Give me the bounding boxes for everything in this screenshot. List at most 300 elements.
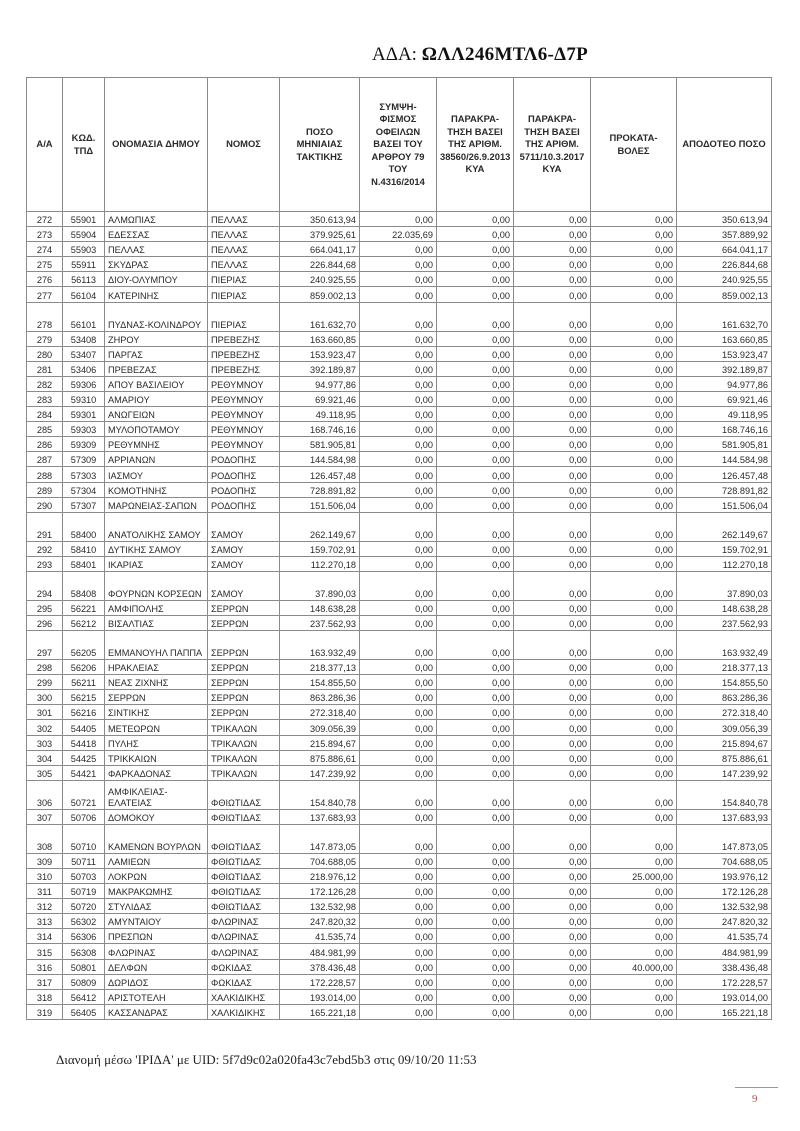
cell-aa: 288 bbox=[27, 467, 63, 482]
cell-prefecture: ΦΘΙΩΤΙΔΑΣ bbox=[208, 884, 280, 899]
cell-monthly-amount: 218.976,12 bbox=[280, 869, 360, 884]
cell-withholding-2013: 0,00 bbox=[437, 853, 514, 868]
cell-aa: 302 bbox=[27, 720, 63, 735]
cell-payable: 41.535,74 bbox=[677, 929, 772, 944]
cell-withholding-2017: 0,00 bbox=[514, 660, 591, 675]
cell-aa: 298 bbox=[27, 660, 63, 675]
cell-withholding-2017: 0,00 bbox=[514, 824, 591, 853]
cell-withholding-2017: 0,00 bbox=[514, 1004, 591, 1019]
col-code: ΚΩΔ. ΤΠΔ bbox=[63, 78, 105, 212]
cell-code: 56211 bbox=[63, 675, 105, 690]
cell-advances: 0,00 bbox=[591, 735, 677, 750]
cell-advances: 0,00 bbox=[591, 853, 677, 868]
cell-monthly-amount: 137.683,93 bbox=[280, 809, 360, 824]
cell-offset: 0,00 bbox=[360, 884, 437, 899]
cell-advances: 0,00 bbox=[591, 884, 677, 899]
cell-offset: 0,00 bbox=[360, 765, 437, 780]
table-row bbox=[27, 391, 772, 406]
col-withholding-2017: ΠΑΡΑΚΡΑ-ΤΗΣΗ ΒΑΣΕΙ ΤΗΣ ΑΡΙΘΜ. 5711/10.3.2017 ΚΥΑ bbox=[514, 78, 591, 212]
cell-monthly-amount: 581.905,81 bbox=[280, 437, 360, 452]
cell-payable: 168.746,16 bbox=[677, 422, 772, 437]
table-row bbox=[27, 780, 772, 809]
cell-prefecture: ΠΙΕΡΙΑΣ bbox=[208, 302, 280, 331]
cell-monthly-amount: 193.014,00 bbox=[280, 989, 360, 1004]
cell-advances: 0,00 bbox=[591, 1004, 677, 1019]
cell-withholding-2013: 0,00 bbox=[437, 705, 514, 720]
cell-code: 50710 bbox=[63, 824, 105, 853]
cell-code: 55911 bbox=[63, 257, 105, 272]
cell-municipality: ΑΜΦΙΠΟΛΗΣ bbox=[105, 600, 208, 615]
cell-withholding-2013: 0,00 bbox=[437, 482, 514, 497]
cell-prefecture: ΦΩΚΙΔΑΣ bbox=[208, 974, 280, 989]
cell-advances: 40.000,00 bbox=[591, 959, 677, 974]
cell-code: 58410 bbox=[63, 541, 105, 556]
cell-withholding-2013: 0,00 bbox=[437, 361, 514, 376]
cell-offset: 0,00 bbox=[360, 824, 437, 853]
cell-withholding-2017: 0,00 bbox=[514, 391, 591, 406]
cell-prefecture: ΡΟΔΟΠΗΣ bbox=[208, 497, 280, 512]
cell-aa: 315 bbox=[27, 944, 63, 959]
cell-municipality: ΖΗΡΟΥ bbox=[105, 331, 208, 346]
cell-withholding-2013: 0,00 bbox=[437, 272, 514, 287]
table-row bbox=[27, 512, 772, 541]
cell-aa: 314 bbox=[27, 929, 63, 944]
cell-withholding-2013: 0,00 bbox=[437, 974, 514, 989]
cell-monthly-amount: 144.584,98 bbox=[280, 452, 360, 467]
cell-offset: 0,00 bbox=[360, 899, 437, 914]
cell-advances: 0,00 bbox=[591, 212, 677, 227]
cell-advances: 0,00 bbox=[591, 467, 677, 482]
cell-aa: 274 bbox=[27, 242, 63, 257]
cell-monthly-amount: 863.286,36 bbox=[280, 690, 360, 705]
cell-payable: 247.820,32 bbox=[677, 914, 772, 929]
cell-prefecture: ΣΑΜΟΥ bbox=[208, 541, 280, 556]
cell-payable: 94.977,86 bbox=[677, 376, 772, 391]
cell-prefecture: ΦΘΙΩΤΙΔΑΣ bbox=[208, 899, 280, 914]
cell-municipality: ΑΜΦΙΚΛΕΙΑΣ-ΕΛΑΤΕΙΑΣ bbox=[105, 780, 208, 809]
cell-offset: 0,00 bbox=[360, 556, 437, 571]
table-row bbox=[27, 944, 772, 959]
table-row bbox=[27, 242, 772, 257]
cell-withholding-2013: 0,00 bbox=[437, 512, 514, 541]
cell-payable: 357.889,92 bbox=[677, 227, 772, 242]
cell-prefecture: ΣΕΡΡΩΝ bbox=[208, 660, 280, 675]
cell-code: 56405 bbox=[63, 1004, 105, 1019]
cell-aa: 291 bbox=[27, 512, 63, 541]
cell-aa: 299 bbox=[27, 675, 63, 690]
cell-payable: 193.014,00 bbox=[677, 989, 772, 1004]
cell-code: 50720 bbox=[63, 899, 105, 914]
cell-withholding-2017: 0,00 bbox=[514, 257, 591, 272]
cell-municipality: ΑΠΟΥ ΒΑΣΙΛΕΙΟΥ bbox=[105, 376, 208, 391]
cell-withholding-2013: 0,00 bbox=[437, 615, 514, 630]
cell-payable: 151.506,04 bbox=[677, 497, 772, 512]
cell-withholding-2013: 0,00 bbox=[437, 541, 514, 556]
cell-withholding-2017: 0,00 bbox=[514, 720, 591, 735]
cell-withholding-2013: 0,00 bbox=[437, 1004, 514, 1019]
cell-code: 53406 bbox=[63, 361, 105, 376]
cell-aa: 295 bbox=[27, 600, 63, 615]
cell-prefecture: ΡΕΘΥΜΝΟΥ bbox=[208, 422, 280, 437]
cell-code: 58408 bbox=[63, 571, 105, 600]
cell-withholding-2013: 0,00 bbox=[437, 600, 514, 615]
cell-aa: 310 bbox=[27, 869, 63, 884]
cell-monthly-amount: 172.228,57 bbox=[280, 974, 360, 989]
table-row bbox=[27, 959, 772, 974]
cell-offset: 0,00 bbox=[360, 541, 437, 556]
cell-prefecture: ΤΡΙΚΑΛΩΝ bbox=[208, 735, 280, 750]
cell-advances: 0,00 bbox=[591, 660, 677, 675]
cell-advances: 0,00 bbox=[591, 331, 677, 346]
table-row bbox=[27, 482, 772, 497]
cell-payable: 159.702,91 bbox=[677, 541, 772, 556]
cell-offset: 0,00 bbox=[360, 929, 437, 944]
cell-code: 58400 bbox=[63, 512, 105, 541]
cell-payable: 392.189,87 bbox=[677, 361, 772, 376]
cell-advances: 0,00 bbox=[591, 765, 677, 780]
cell-advances: 0,00 bbox=[591, 944, 677, 959]
cell-withholding-2017: 0,00 bbox=[514, 272, 591, 287]
cell-monthly-amount: 159.702,91 bbox=[280, 541, 360, 556]
cell-municipality: ΛΟΚΡΩΝ bbox=[105, 869, 208, 884]
cell-withholding-2017: 0,00 bbox=[514, 497, 591, 512]
cell-prefecture: ΣΑΜΟΥ bbox=[208, 512, 280, 541]
table-row bbox=[27, 302, 772, 331]
cell-withholding-2013: 0,00 bbox=[437, 750, 514, 765]
cell-code: 57303 bbox=[63, 467, 105, 482]
cell-withholding-2017: 0,00 bbox=[514, 287, 591, 302]
table-row bbox=[27, 452, 772, 467]
table-row bbox=[27, 914, 772, 929]
cell-advances: 0,00 bbox=[591, 272, 677, 287]
cell-aa: 307 bbox=[27, 809, 63, 824]
cell-code: 56216 bbox=[63, 705, 105, 720]
cell-offset: 0,00 bbox=[360, 482, 437, 497]
cell-monthly-amount: 151.506,04 bbox=[280, 497, 360, 512]
cell-withholding-2013: 0,00 bbox=[437, 257, 514, 272]
cell-monthly-amount: 309.056,39 bbox=[280, 720, 360, 735]
cell-withholding-2017: 0,00 bbox=[514, 615, 591, 630]
cell-prefecture: ΤΡΙΚΑΛΩΝ bbox=[208, 750, 280, 765]
cell-payable: 49.118,95 bbox=[677, 407, 772, 422]
cell-prefecture: ΠΡΕΒΕΖΗΣ bbox=[208, 361, 280, 376]
cell-withholding-2017: 0,00 bbox=[514, 541, 591, 556]
cell-payable: 240.925,55 bbox=[677, 272, 772, 287]
cell-monthly-amount: 237.562,93 bbox=[280, 615, 360, 630]
cell-offset: 0,00 bbox=[360, 272, 437, 287]
cell-aa: 309 bbox=[27, 853, 63, 868]
cell-municipality: ΣΤΥΛΙΔΑΣ bbox=[105, 899, 208, 914]
table-row bbox=[27, 765, 772, 780]
cell-withholding-2013: 0,00 bbox=[437, 376, 514, 391]
cell-offset: 0,00 bbox=[360, 780, 437, 809]
cell-withholding-2013: 0,00 bbox=[437, 227, 514, 242]
cell-payable: 581.905,81 bbox=[677, 437, 772, 452]
cell-municipality: ΜΕΤΕΩΡΩΝ bbox=[105, 720, 208, 735]
cell-withholding-2013: 0,00 bbox=[437, 571, 514, 600]
table-row bbox=[27, 600, 772, 615]
cell-aa: 281 bbox=[27, 361, 63, 376]
table-row bbox=[27, 929, 772, 944]
cell-code: 58401 bbox=[63, 556, 105, 571]
cell-offset: 0,00 bbox=[360, 675, 437, 690]
cell-aa: 308 bbox=[27, 824, 63, 853]
cell-monthly-amount: 112.270,18 bbox=[280, 556, 360, 571]
cell-payable: 728.891,82 bbox=[677, 482, 772, 497]
cell-offset: 0,00 bbox=[360, 1004, 437, 1019]
cell-withholding-2013: 0,00 bbox=[437, 899, 514, 914]
cell-withholding-2017: 0,00 bbox=[514, 482, 591, 497]
cell-offset: 0,00 bbox=[360, 809, 437, 824]
cell-municipality: ΚΑΣΣΑΝΔΡΑΣ bbox=[105, 1004, 208, 1019]
cell-withholding-2013: 0,00 bbox=[437, 944, 514, 959]
cell-prefecture: ΠΡΕΒΕΖΗΣ bbox=[208, 346, 280, 361]
cell-payable: 154.855,50 bbox=[677, 675, 772, 690]
cell-offset: 0,00 bbox=[360, 467, 437, 482]
cell-code: 56412 bbox=[63, 989, 105, 1004]
cell-advances: 0,00 bbox=[591, 422, 677, 437]
col-withholding-2013: ΠΑΡΑΚΡΑ-ΤΗΣΗ ΒΑΣΕΙ ΤΗΣ ΑΡΙΘΜ. 38560/26.9.2013 ΚΥΑ bbox=[437, 78, 514, 212]
cell-payable: 875.886,61 bbox=[677, 750, 772, 765]
cell-advances: 0,00 bbox=[591, 750, 677, 765]
cell-withholding-2013: 0,00 bbox=[437, 735, 514, 750]
ada-label: ΑΔΑ: bbox=[372, 44, 422, 65]
table-row bbox=[27, 287, 772, 302]
cell-payable: 112.270,18 bbox=[677, 556, 772, 571]
cell-withholding-2013: 0,00 bbox=[437, 914, 514, 929]
cell-withholding-2017: 0,00 bbox=[514, 407, 591, 422]
cell-municipality: ΒΙΣΑΛΤΙΑΣ bbox=[105, 615, 208, 630]
cell-withholding-2013: 0,00 bbox=[437, 765, 514, 780]
col-advances: ΠΡΟΚΑΤΑ-ΒΟΛΕΣ bbox=[591, 78, 677, 212]
cell-offset: 0,00 bbox=[360, 705, 437, 720]
cell-withholding-2013: 0,00 bbox=[437, 884, 514, 899]
cell-withholding-2013: 0,00 bbox=[437, 212, 514, 227]
cell-monthly-amount: 147.873,05 bbox=[280, 824, 360, 853]
cell-municipality: ΤΡΙΚΚΑΙΩΝ bbox=[105, 750, 208, 765]
table-row bbox=[27, 720, 772, 735]
cell-municipality: ΔΟΜΟΚΟΥ bbox=[105, 809, 208, 824]
cell-prefecture: ΠΕΛΛΑΣ bbox=[208, 257, 280, 272]
cell-code: 59303 bbox=[63, 422, 105, 437]
cell-prefecture: ΡΕΘΥΜΝΟΥ bbox=[208, 407, 280, 422]
cell-code: 53407 bbox=[63, 346, 105, 361]
cell-code: 50721 bbox=[63, 780, 105, 809]
table-row bbox=[27, 422, 772, 437]
cell-payable: 237.562,93 bbox=[677, 615, 772, 630]
table-row bbox=[27, 497, 772, 512]
cell-offset: 0,00 bbox=[360, 600, 437, 615]
cell-advances: 0,00 bbox=[591, 571, 677, 600]
cell-monthly-amount: 165.221,18 bbox=[280, 1004, 360, 1019]
cell-prefecture: ΧΑΛΚΙΔΙΚΗΣ bbox=[208, 1004, 280, 1019]
cell-aa: 301 bbox=[27, 705, 63, 720]
cell-withholding-2017: 0,00 bbox=[514, 571, 591, 600]
cell-withholding-2013: 0,00 bbox=[437, 437, 514, 452]
table-row bbox=[27, 869, 772, 884]
cell-payable: 153.923,47 bbox=[677, 346, 772, 361]
table-row bbox=[27, 346, 772, 361]
distribution-note: Διανομή μέσω 'ΙΡΙΔΑ' με UID: 5f7d9c02a020fa43c7ebd5b3 στις 09/10/20 11:53 bbox=[56, 1052, 477, 1067]
cell-municipality: ΜΑΡΩΝΕΙΑΣ-ΣΑΠΩΝ bbox=[105, 497, 208, 512]
cell-withholding-2013: 0,00 bbox=[437, 869, 514, 884]
cell-prefecture: ΣΑΜΟΥ bbox=[208, 571, 280, 600]
cell-aa: 289 bbox=[27, 482, 63, 497]
cell-withholding-2017: 0,00 bbox=[514, 705, 591, 720]
cell-payable: 664.041,17 bbox=[677, 242, 772, 257]
cell-monthly-amount: 163.932,49 bbox=[280, 631, 360, 660]
cell-withholding-2017: 0,00 bbox=[514, 780, 591, 809]
cell-withholding-2013: 0,00 bbox=[437, 467, 514, 482]
cell-monthly-amount: 94.977,86 bbox=[280, 376, 360, 391]
cell-advances: 0,00 bbox=[591, 541, 677, 556]
cell-advances: 0,00 bbox=[591, 914, 677, 929]
cell-payable: 37.890,03 bbox=[677, 571, 772, 600]
cell-prefecture: ΦΛΩΡΙΝΑΣ bbox=[208, 929, 280, 944]
table-row bbox=[27, 257, 772, 272]
cell-payable: 126.457,48 bbox=[677, 467, 772, 482]
cell-payable: 69.921,46 bbox=[677, 391, 772, 406]
cell-monthly-amount: 153.923,47 bbox=[280, 346, 360, 361]
cell-offset: 0,00 bbox=[360, 571, 437, 600]
cell-prefecture: ΧΑΛΚΙΔΙΚΗΣ bbox=[208, 989, 280, 1004]
cell-municipality: ΗΡΑΚΛΕΙΑΣ bbox=[105, 660, 208, 675]
cell-withholding-2017: 0,00 bbox=[514, 884, 591, 899]
cell-payable: 484.981,99 bbox=[677, 944, 772, 959]
cell-advances: 0,00 bbox=[591, 407, 677, 422]
table-row bbox=[27, 272, 772, 287]
cell-offset: 22.035,69 bbox=[360, 227, 437, 242]
cell-municipality: ΑΡΙΣΤΟΤΕΛΗ bbox=[105, 989, 208, 1004]
cell-prefecture: ΠΕΛΛΑΣ bbox=[208, 212, 280, 227]
cell-municipality: ΠΡΕΣΠΩΝ bbox=[105, 929, 208, 944]
cell-payable: 137.683,93 bbox=[677, 809, 772, 824]
cell-advances: 0,00 bbox=[591, 929, 677, 944]
cell-aa: 287 bbox=[27, 452, 63, 467]
cell-payable: 172.228,57 bbox=[677, 974, 772, 989]
cell-municipality: ΙΚΑΡΙΑΣ bbox=[105, 556, 208, 571]
table-row bbox=[27, 989, 772, 1004]
cell-code: 54405 bbox=[63, 720, 105, 735]
cell-withholding-2017: 0,00 bbox=[514, 869, 591, 884]
cell-aa: 297 bbox=[27, 631, 63, 660]
cell-municipality: ΜΥΛΟΠΟΤΑΜΟΥ bbox=[105, 422, 208, 437]
cell-prefecture: ΤΡΙΚΑΛΩΝ bbox=[208, 720, 280, 735]
cell-offset: 0,00 bbox=[360, 750, 437, 765]
cell-withholding-2017: 0,00 bbox=[514, 974, 591, 989]
cell-payable: 147.239,92 bbox=[677, 765, 772, 780]
cell-aa: 292 bbox=[27, 541, 63, 556]
cell-code: 53408 bbox=[63, 331, 105, 346]
table-row bbox=[27, 571, 772, 600]
cell-advances: 0,00 bbox=[591, 556, 677, 571]
cell-payable: 218.377,13 bbox=[677, 660, 772, 675]
table-header-row bbox=[27, 78, 772, 212]
cell-advances: 0,00 bbox=[591, 600, 677, 615]
cell-monthly-amount: 172.126,28 bbox=[280, 884, 360, 899]
cell-monthly-amount: 41.535,74 bbox=[280, 929, 360, 944]
cell-offset: 0,00 bbox=[360, 690, 437, 705]
cell-aa: 319 bbox=[27, 1004, 63, 1019]
cell-prefecture: ΠΡΕΒΕΖΗΣ bbox=[208, 331, 280, 346]
cell-prefecture: ΦΘΙΩΤΙΔΑΣ bbox=[208, 869, 280, 884]
cell-advances: 0,00 bbox=[591, 809, 677, 824]
cell-offset: 0,00 bbox=[360, 212, 437, 227]
cell-aa: 303 bbox=[27, 735, 63, 750]
cell-payable: 262.149,67 bbox=[677, 512, 772, 541]
table-row bbox=[27, 750, 772, 765]
cell-code: 56215 bbox=[63, 690, 105, 705]
cell-offset: 0,00 bbox=[360, 989, 437, 1004]
cell-advances: 0,00 bbox=[591, 974, 677, 989]
cell-aa: 311 bbox=[27, 884, 63, 899]
cell-withholding-2017: 0,00 bbox=[514, 675, 591, 690]
cell-withholding-2013: 0,00 bbox=[437, 391, 514, 406]
cell-advances: 0,00 bbox=[591, 257, 677, 272]
cell-monthly-amount: 215.894,67 bbox=[280, 735, 360, 750]
table-row bbox=[27, 437, 772, 452]
cell-municipality: ΚΑΜΕΝΩΝ ΒΟΥΡΛΩΝ bbox=[105, 824, 208, 853]
cell-municipality: ΑΝΩΓΕΙΩΝ bbox=[105, 407, 208, 422]
cell-offset: 0,00 bbox=[360, 376, 437, 391]
cell-payable: 161.632,70 bbox=[677, 302, 772, 331]
cell-monthly-amount: 728.891,82 bbox=[280, 482, 360, 497]
cell-monthly-amount: 49.118,95 bbox=[280, 407, 360, 422]
cell-withholding-2017: 0,00 bbox=[514, 914, 591, 929]
table-row bbox=[27, 1004, 772, 1019]
cell-advances: 0,00 bbox=[591, 512, 677, 541]
cell-municipality: ΙΑΣΜΟΥ bbox=[105, 467, 208, 482]
cell-aa: 286 bbox=[27, 437, 63, 452]
cell-aa: 317 bbox=[27, 974, 63, 989]
cell-aa: 312 bbox=[27, 899, 63, 914]
cell-municipality: ΕΜΜΑΝΟΥΗΛ ΠΑΠΠΑ bbox=[105, 631, 208, 660]
cell-monthly-amount: 484.981,99 bbox=[280, 944, 360, 959]
table-row bbox=[27, 227, 772, 242]
table-row bbox=[27, 660, 772, 675]
cell-advances: 0,00 bbox=[591, 376, 677, 391]
cell-withholding-2013: 0,00 bbox=[437, 690, 514, 705]
cell-code: 56104 bbox=[63, 287, 105, 302]
table-row bbox=[27, 675, 772, 690]
cell-withholding-2013: 0,00 bbox=[437, 556, 514, 571]
cell-aa: 306 bbox=[27, 780, 63, 809]
cell-advances: 0,00 bbox=[591, 346, 677, 361]
cell-withholding-2017: 0,00 bbox=[514, 735, 591, 750]
col-prefecture: ΝΟΜΟΣ bbox=[208, 78, 280, 212]
table-row bbox=[27, 631, 772, 660]
cell-payable: 272.318,40 bbox=[677, 705, 772, 720]
cell-payable: 859.002,13 bbox=[677, 287, 772, 302]
cell-municipality: ΔΥΤΙΚΗΣ ΣΑΜΟΥ bbox=[105, 541, 208, 556]
cell-withholding-2017: 0,00 bbox=[514, 899, 591, 914]
cell-withholding-2013: 0,00 bbox=[437, 989, 514, 1004]
cell-prefecture: ΦΘΙΩΤΙΔΑΣ bbox=[208, 780, 280, 809]
cell-monthly-amount: 163.660,85 bbox=[280, 331, 360, 346]
cell-monthly-amount: 154.855,50 bbox=[280, 675, 360, 690]
cell-payable: 165.221,18 bbox=[677, 1004, 772, 1019]
cell-payable: 163.660,85 bbox=[677, 331, 772, 346]
cell-code: 50801 bbox=[63, 959, 105, 974]
cell-prefecture: ΤΡΙΚΑΛΩΝ bbox=[208, 765, 280, 780]
page-number: 9 bbox=[752, 1093, 758, 1105]
cell-offset: 0,00 bbox=[360, 720, 437, 735]
cell-payable: 215.894,67 bbox=[677, 735, 772, 750]
cell-prefecture: ΦΘΙΩΤΙΔΑΣ bbox=[208, 809, 280, 824]
cell-aa: 277 bbox=[27, 287, 63, 302]
cell-offset: 0,00 bbox=[360, 437, 437, 452]
cell-monthly-amount: 859.002,13 bbox=[280, 287, 360, 302]
